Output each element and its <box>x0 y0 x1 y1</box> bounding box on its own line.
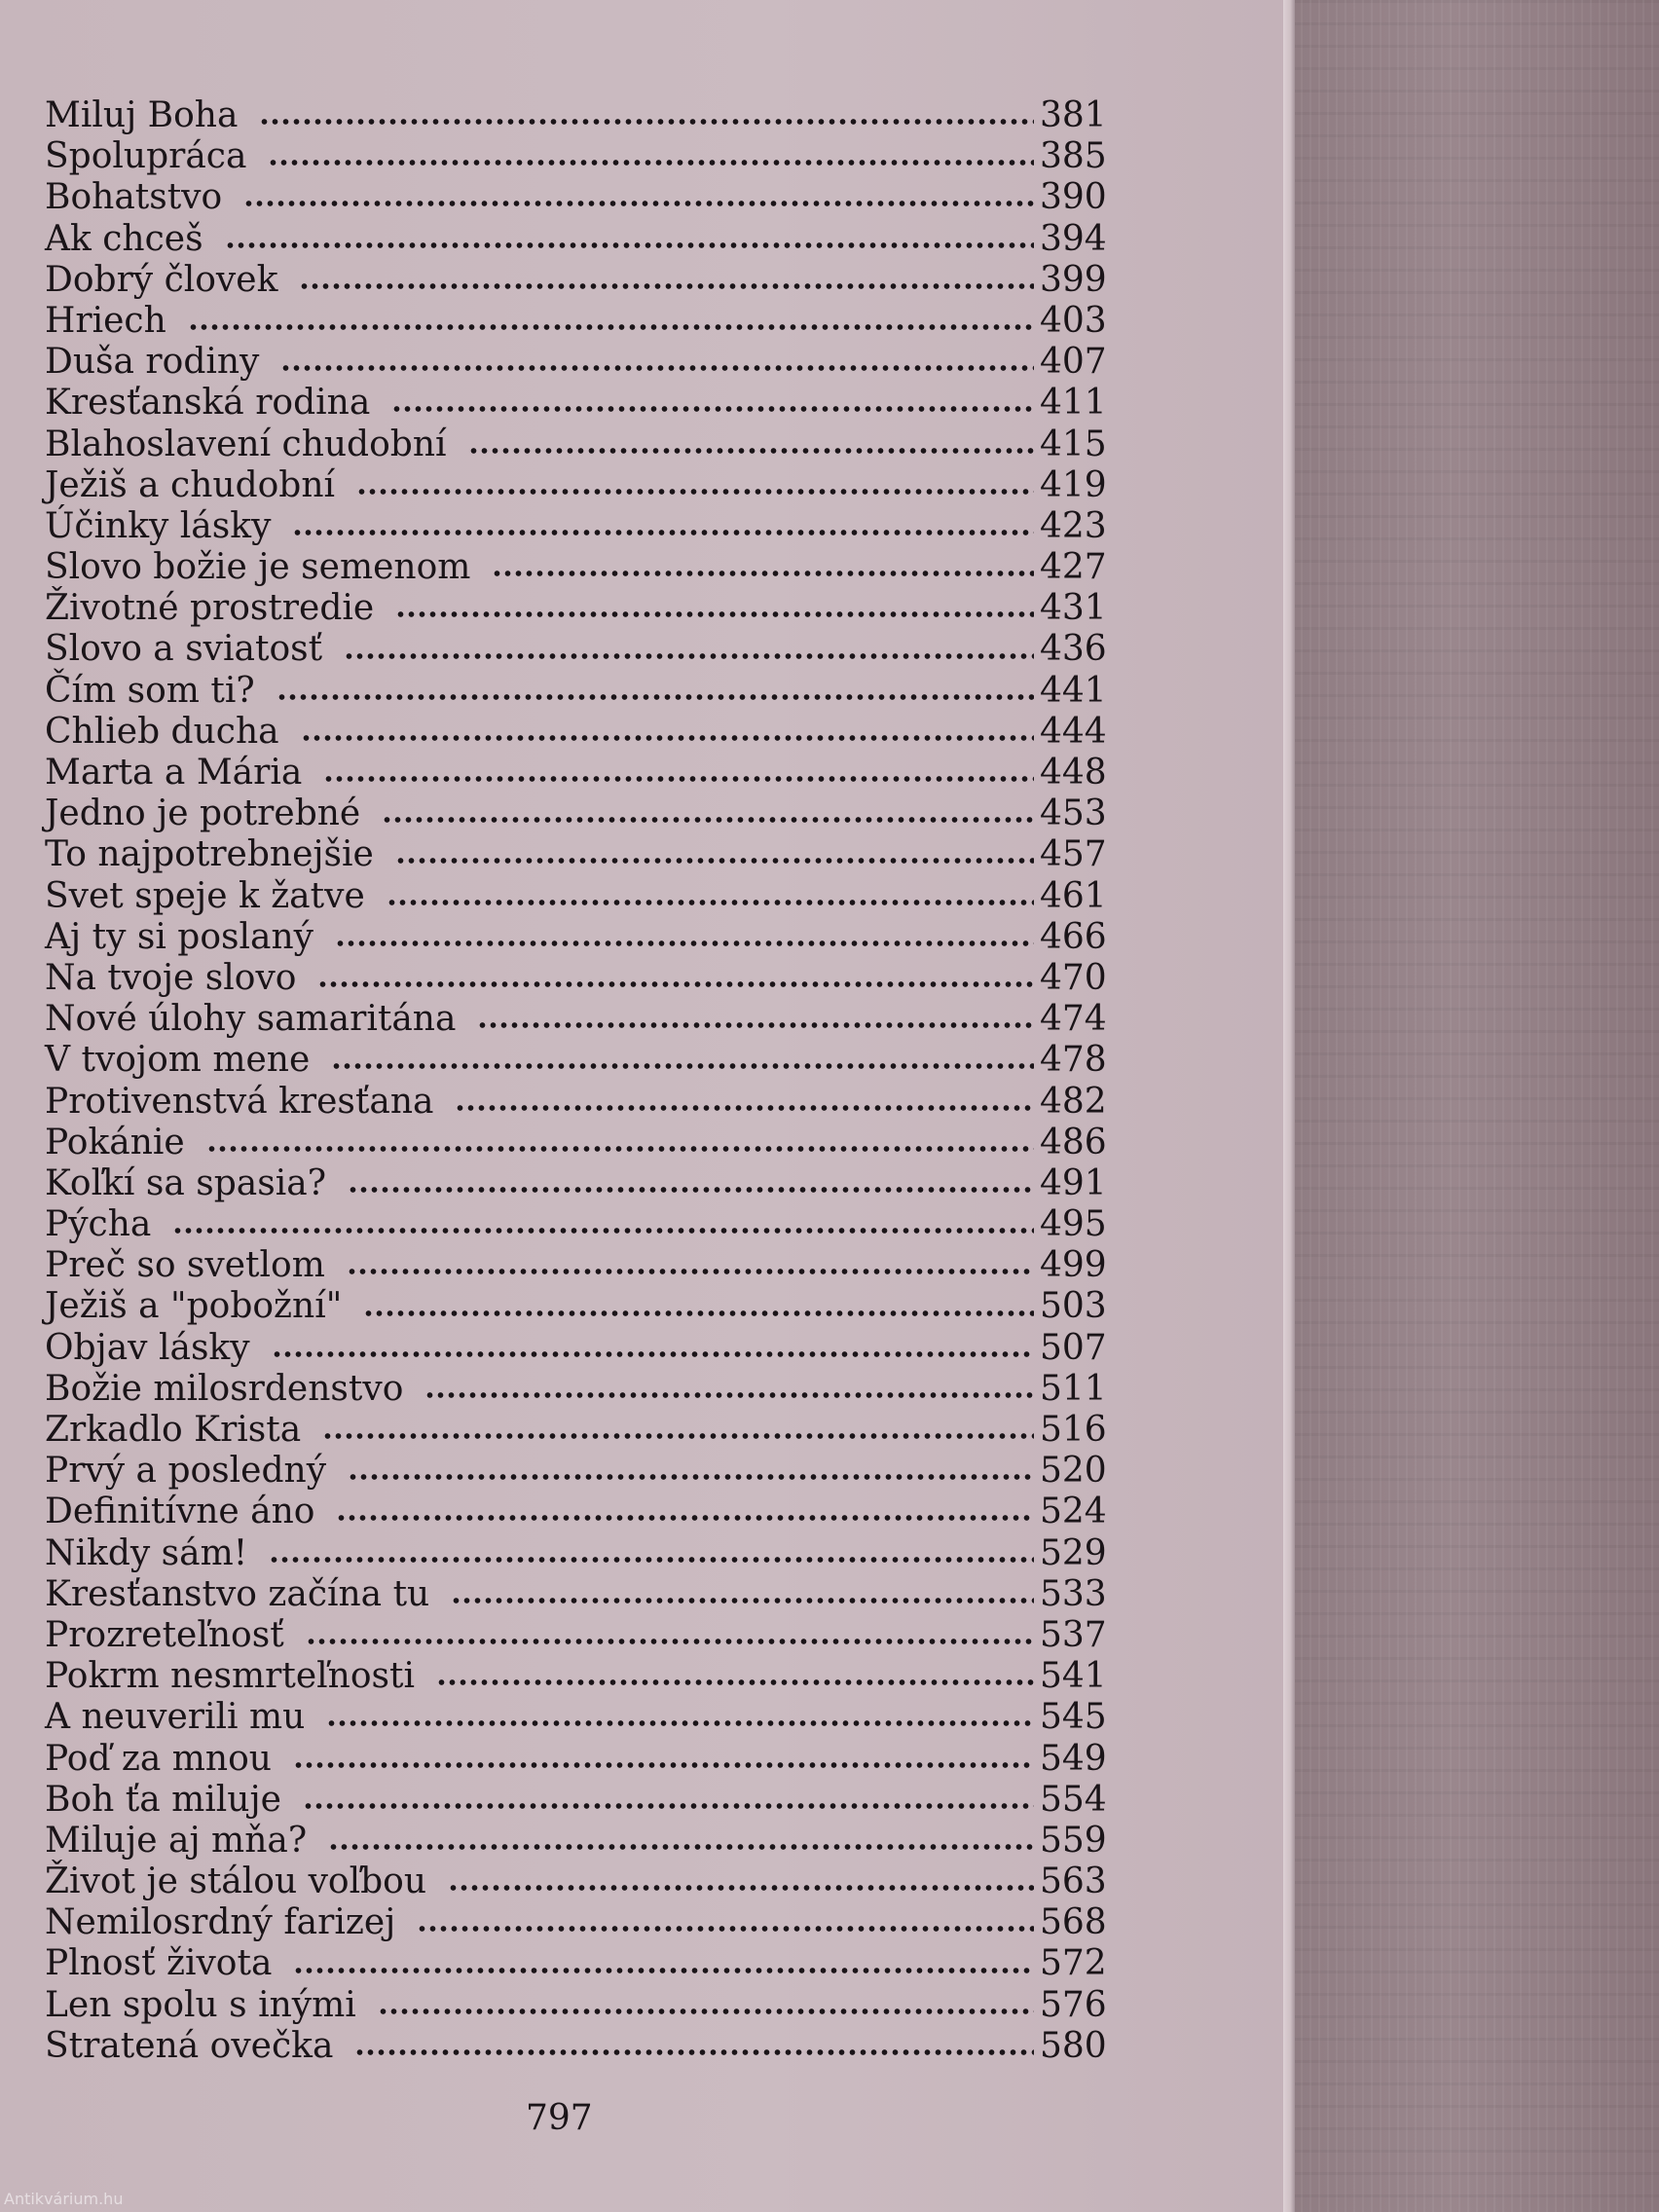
toc-entry-page: 470 <box>1040 957 1107 998</box>
dot-leader <box>347 1269 1034 1274</box>
dot-leader <box>243 201 1034 206</box>
toc-entry-title: Účinky lásky <box>45 505 272 546</box>
dot-leader <box>468 448 1034 454</box>
toc-entry-title: Pokánie <box>45 1122 185 1162</box>
dot-leader <box>336 1515 1034 1521</box>
toc-entry-title: Miluj Boha <box>45 95 239 135</box>
toc-entry <box>45 95 1106 136</box>
toc-entry-title: Blahoslavení chudobní <box>45 424 447 464</box>
dot-leader <box>225 242 1034 248</box>
toc-entry <box>45 876 1106 917</box>
dot-leader <box>378 2009 1034 2014</box>
toc-entry-page: 537 <box>1040 1614 1107 1655</box>
dot-leader <box>395 858 1034 864</box>
toc-entry-title: Životné prostredie <box>45 588 375 629</box>
dot-leader <box>293 1968 1034 1973</box>
dot-leader <box>303 1803 1034 1809</box>
toc-entry-title: Spolupráca <box>45 136 247 177</box>
toc-entry-title: Prvý a posledný <box>45 1451 327 1492</box>
toc-entry <box>45 1780 1106 1821</box>
toc-entry <box>45 219 1106 260</box>
dot-leader <box>269 1557 1034 1563</box>
toc-entry-page: 563 <box>1040 1862 1107 1902</box>
toc-entry <box>45 1082 1106 1123</box>
dot-leader <box>331 1063 1034 1069</box>
dot-leader <box>293 1762 1034 1768</box>
dot-leader <box>326 1720 1034 1726</box>
dot-leader <box>391 406 1034 412</box>
dot-leader <box>395 611 1034 617</box>
toc-entry-page: 576 <box>1040 1984 1107 2025</box>
dot-leader <box>382 817 1034 823</box>
toc-entry <box>45 712 1106 753</box>
toc-entry-page: 431 <box>1040 588 1107 629</box>
dot-leader <box>317 981 1034 987</box>
toc-entry <box>45 1123 1106 1163</box>
toc-entry-title: Na tvoje slovo <box>45 957 297 998</box>
toc-entry-page: 545 <box>1040 1697 1107 1738</box>
toc-entry-title: Preč so svetlom <box>45 1245 325 1286</box>
toc-entry-title: Slovo a sviatosť <box>45 629 323 670</box>
toc-entry-page: 568 <box>1040 1902 1107 1943</box>
toc-entry <box>45 1328 1106 1369</box>
toc-entry <box>45 917 1106 958</box>
dot-leader <box>387 900 1034 905</box>
toc-entry <box>45 1451 1106 1492</box>
toc-entry-title: Nové úlohy samaritána <box>45 999 457 1040</box>
toc-entry-page: 529 <box>1040 1532 1107 1573</box>
toc-entry-page: 580 <box>1040 2025 1107 2066</box>
toc-entry <box>45 2026 1106 2067</box>
toc-entry <box>45 629 1106 670</box>
toc-entry <box>45 1943 1106 1984</box>
dot-leader <box>292 530 1034 535</box>
toc-entry-title: Len spolu s inými <box>45 1984 356 2025</box>
toc-entry <box>45 1410 1106 1451</box>
toc-entry-page: 503 <box>1040 1286 1107 1327</box>
toc-entry-title: Hriech <box>45 300 166 341</box>
dot-leader <box>322 1433 1034 1439</box>
toc-entry-title: V tvojom mene <box>45 1040 311 1081</box>
dot-leader <box>477 1022 1034 1028</box>
toc-entry <box>45 342 1106 383</box>
toc-entry-page: 507 <box>1040 1327 1107 1368</box>
dot-leader <box>344 653 1034 659</box>
table-of-contents <box>45 95 1106 2067</box>
dot-leader <box>188 324 1034 330</box>
toc-entry-page: 482 <box>1040 1081 1107 1122</box>
toc-entry-page: 423 <box>1040 505 1107 546</box>
toc-entry <box>45 424 1106 465</box>
toc-entry-page: 533 <box>1040 1573 1107 1614</box>
toc-entry-page: 541 <box>1040 1656 1107 1697</box>
toc-entry <box>45 958 1106 999</box>
toc-entry-title: Božie milosrdenstvo <box>45 1368 404 1409</box>
toc-entry-title: Slovo božie je semenom <box>45 547 471 588</box>
toc-entry-title: Bohatstvo <box>45 177 223 218</box>
dot-leader <box>328 1844 1034 1850</box>
toc-entry <box>45 1821 1106 1862</box>
toc-entry-title: Definitívne áno <box>45 1492 315 1532</box>
toc-entry <box>45 136 1106 177</box>
dot-leader <box>268 160 1034 166</box>
toc-entry-title: Kresťanstvo začína tu <box>45 1573 430 1614</box>
toc-entry-page: 495 <box>1040 1204 1107 1245</box>
toc-entry-title: Boh ťa miluje <box>45 1779 281 1820</box>
toc-entry-page: 524 <box>1040 1492 1107 1532</box>
toc-entry-page: 474 <box>1040 999 1107 1040</box>
toc-entry-title: Zrkadlo Krista <box>45 1410 302 1450</box>
dot-leader <box>323 776 1034 782</box>
toc-entry-title: Chlieb ducha <box>45 711 279 752</box>
dot-leader <box>272 1351 1034 1357</box>
dot-leader <box>448 1885 1034 1891</box>
toc-entry-page: 419 <box>1040 464 1107 505</box>
toc-entry <box>45 1902 1106 1943</box>
toc-entry-page: 427 <box>1040 547 1107 588</box>
desk-background <box>1283 0 1659 2212</box>
toc-entry-title: Nemilosrdný farizej <box>45 1902 396 1943</box>
toc-entry <box>45 753 1106 793</box>
toc-entry-page: 390 <box>1040 177 1107 218</box>
toc-entry <box>45 301 1106 342</box>
toc-entry-title: Kresťanská rodina <box>45 383 371 424</box>
dot-leader <box>280 365 1034 371</box>
toc-entry-page: 399 <box>1040 259 1107 300</box>
dot-leader <box>356 489 1034 495</box>
toc-entry <box>45 260 1106 301</box>
toc-entry <box>45 1369 1106 1410</box>
toc-entry <box>45 1574 1106 1615</box>
toc-entry <box>45 1492 1106 1532</box>
toc-entry <box>45 1204 1106 1245</box>
toc-entry-page: 486 <box>1040 1122 1107 1162</box>
toc-entry <box>45 1739 1106 1780</box>
toc-entry-page: 385 <box>1040 136 1107 177</box>
toc-entry-page: 381 <box>1040 95 1107 135</box>
toc-entry <box>45 1163 1106 1204</box>
toc-entry <box>45 1985 1106 2026</box>
toc-entry <box>45 1656 1106 1697</box>
toc-entry-page: 415 <box>1040 424 1107 464</box>
toc-entry-title: Koľkí sa spasia? <box>45 1162 327 1203</box>
toc-entry-title: Čím som ti? <box>45 670 255 711</box>
toc-entry <box>45 383 1106 424</box>
toc-entry-title: Život je stálou voľbou <box>45 1862 427 1902</box>
toc-entry-page: 499 <box>1040 1245 1107 1286</box>
dot-leader <box>172 1228 1034 1234</box>
dot-leader <box>276 694 1034 700</box>
toc-entry <box>45 1286 1106 1327</box>
dot-leader <box>335 940 1034 946</box>
dot-leader <box>417 1926 1034 1932</box>
toc-entry-title: Miluje aj mňa? <box>45 1820 308 1861</box>
toc-entry-title: Nikdy sám! <box>45 1532 248 1573</box>
toc-entry <box>45 1862 1106 1902</box>
toc-entry <box>45 465 1106 506</box>
toc-entry-page: 478 <box>1040 1040 1107 1081</box>
toc-entry-title: Aj ty si poslaný <box>45 916 313 957</box>
toc-entry <box>45 1245 1106 1286</box>
toc-entry-page: 461 <box>1040 875 1107 916</box>
toc-entry <box>45 1040 1106 1081</box>
toc-entry-page: 466 <box>1040 916 1107 957</box>
toc-entry-title: Objav lásky <box>45 1327 250 1368</box>
toc-entry-page: 403 <box>1040 300 1107 341</box>
dot-leader <box>354 2049 1034 2055</box>
toc-entry <box>45 999 1106 1040</box>
dot-leader <box>455 1105 1034 1111</box>
watermark: Antikvárium.hu <box>4 2190 124 2208</box>
toc-entry <box>45 671 1106 712</box>
toc-entry-title: Protivenstvá kresťana <box>45 1081 434 1122</box>
toc-entry-title: Ak chceš <box>45 218 203 259</box>
dot-leader <box>306 1639 1034 1644</box>
dot-leader <box>299 283 1034 289</box>
dot-leader <box>451 1598 1034 1604</box>
toc-entry <box>45 177 1106 218</box>
toc-entry-page: 441 <box>1040 670 1107 711</box>
toc-entry <box>45 1615 1106 1656</box>
toc-entry <box>45 506 1106 547</box>
toc-entry-title: Plnosť života <box>45 1943 273 1984</box>
toc-entry-page: 444 <box>1040 711 1107 752</box>
dot-leader <box>206 1146 1034 1152</box>
toc-entry-page: 436 <box>1040 629 1107 670</box>
toc-entry-title: Pýcha <box>45 1204 152 1245</box>
dot-leader <box>424 1392 1034 1398</box>
toc-entry <box>45 793 1106 834</box>
toc-entry-title: Dobrý človek <box>45 259 278 300</box>
toc-entry-page: 491 <box>1040 1162 1107 1203</box>
toc-entry-title: Stratená ovečka <box>45 2025 334 2066</box>
toc-entry <box>45 1533 1106 1574</box>
toc-entry-title: Jedno je potrebné <box>45 793 361 834</box>
dot-leader <box>301 735 1034 741</box>
toc-entry-page: 457 <box>1040 834 1107 875</box>
dot-leader <box>348 1187 1034 1193</box>
toc-entry-page: 516 <box>1040 1410 1107 1450</box>
dot-leader <box>363 1310 1034 1316</box>
page-number: 797 <box>526 2098 593 2138</box>
toc-entry-page: 572 <box>1040 1943 1107 1984</box>
toc-entry-title: Ježiš a chudobní <box>45 464 336 505</box>
toc-entry <box>45 547 1106 588</box>
toc-entry-title: To najpotrebnejšie <box>45 834 374 875</box>
toc-entry-page: 394 <box>1040 218 1107 259</box>
toc-entry <box>45 1697 1106 1738</box>
toc-entry-title: Poď za mnou <box>45 1738 272 1779</box>
toc-entry-title: Marta a Mária <box>45 753 303 793</box>
toc-entry-page: 407 <box>1040 342 1107 383</box>
toc-entry-page: 511 <box>1040 1368 1107 1409</box>
toc-entry-page: 453 <box>1040 793 1107 834</box>
toc-entry-title: Duša rodiny <box>45 342 260 383</box>
toc-entry-page: 554 <box>1040 1779 1107 1820</box>
toc-entry <box>45 588 1106 629</box>
dot-leader <box>436 1679 1034 1685</box>
page-edge <box>1283 0 1295 2212</box>
toc-entry-page: 411 <box>1040 383 1107 424</box>
toc-entry-title: Svet speje k žatve <box>45 875 365 916</box>
toc-entry-page: 559 <box>1040 1820 1107 1861</box>
toc-entry-page: 520 <box>1040 1451 1107 1492</box>
dot-leader <box>492 571 1034 576</box>
toc-entry <box>45 834 1106 875</box>
toc-entry-title: Pokrm nesmrteľnosti <box>45 1656 415 1697</box>
toc-entry-title: A neuverili mu <box>45 1697 306 1738</box>
toc-entry-page: 549 <box>1040 1738 1107 1779</box>
toc-entry-title: Ježiš a "pobožní" <box>45 1286 343 1327</box>
dot-leader <box>259 119 1034 125</box>
toc-entry-page: 448 <box>1040 753 1107 793</box>
toc-entry-title: Prozreteľnosť <box>45 1614 284 1655</box>
dot-leader <box>348 1474 1034 1480</box>
